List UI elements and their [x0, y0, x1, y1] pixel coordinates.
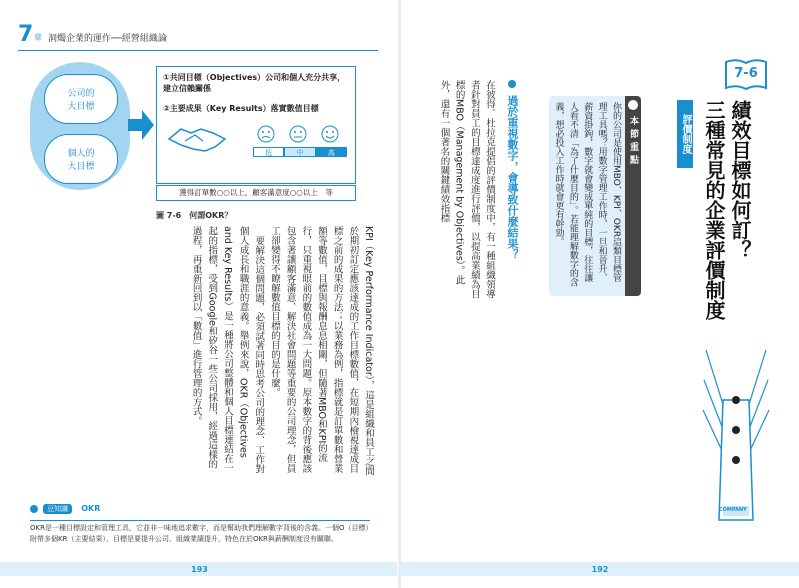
rating-low: 低: [253, 147, 284, 157]
chapter-label: 章: [34, 33, 42, 42]
handshake-icon: [167, 121, 227, 155]
okr-diagram: [30, 62, 360, 202]
key-point-box: [549, 96, 641, 296]
okr-line-2: ②主要成果（Key Results）落實數值目標: [163, 104, 319, 113]
figure-caption: 圖 7-6 何謂OKR？: [156, 211, 233, 220]
company-goal-bubble: [44, 74, 118, 124]
page-number-bar: [401, 562, 799, 576]
neutral-face-icon: [289, 125, 307, 143]
page-number: 193: [191, 564, 208, 574]
section-heading: [501, 80, 519, 310]
company-goal-label: 公司的 大目標: [67, 89, 95, 112]
right-page: [401, 0, 799, 588]
chapter-number: 7: [18, 22, 34, 47]
keyword-tag: 評價制度: [677, 100, 693, 168]
key-point-text: 你的公司是使用MBO、KPI、OKR這類目標管理工具嗎？用數字管理工作時，一旦和晉升、薪資掛鉤，數字就會變成單純的目標，往往讓人看不清「為了什麼目的」。若能理解數字的含義，想必投入工作時就會更有幹勁。: [553, 102, 621, 287]
illustration-label: COMPANY: [719, 507, 747, 513]
section-badge: 7-6: [734, 66, 758, 81]
metric-note: 獲得訂單數○○以上，顧客滿意度○○以上 等: [156, 185, 356, 201]
sad-face-icon: [257, 125, 275, 143]
glossary-text: OKR是一種目標設定和管理工具，它並非一味地追求數字，而是幫助我們理解數字背後的含義。一個O（目標）附帶多個KR（主要結果），目標是要提升公司、組織業績提升，特色在於OKR與薪酬制度沒有關聯。: [30, 520, 370, 545]
personal-goal-bubble: [44, 134, 118, 184]
key-point-tab: [625, 96, 641, 296]
lightbulb-icon: [628, 100, 638, 110]
right-body: 在彼得．杜拉克提倡的評價制度中，有一種組織領導者針對員工的目標達成度進行評價，以提高業績為目標的MBO（Management by Objectives）。此外，還有一個著名的關鍵績效指標: [438, 80, 495, 299]
chapter-title: 洞燭企業的運作──經營組織論: [48, 34, 167, 44]
section-title-2: 三種常見的企業評價制度: [702, 100, 726, 320]
left-body-paragraph-1: KPI（Key Performance Indicator），這是組織和員工之間於期初訂定應該達成的工作目標數值，在短期內檢視達成目標之前的成果的方法；以業務為例，指標就是訂單數和營業額等數值，目標與報酬息息相關，但隨著MBO和KPI的流行，只重視眼前的數值成為一大問題。原本數字的背後應該包含著讓顧客滿意、解決社會問題等重要的公司理念，但員工卻變得不瞭解數值目標的目的是什麼。: [268, 226, 374, 476]
glossary-box: [30, 498, 370, 550]
page-number: 192: [591, 564, 609, 574]
bulb-icon: [30, 505, 38, 513]
glossary-term: OKR: [81, 504, 101, 513]
okr-box: [156, 66, 356, 184]
heading-bullet-icon: [508, 80, 516, 88]
happy-face-icon: [321, 125, 339, 143]
section-badge-box: [724, 58, 768, 92]
left-body-paragraph-2: 要解決這個問題，必須試著同時思考公司的理念、工作對個人成長和職涯的意義。舉例來說，OKR（Objectives and Key Results）是一種將公司整體和個人目標連結在一起的指標，受到Google和矽谷一些公司採用，經過這樣的過程，再重新回到以「數值」進行管理的方式。: [190, 226, 265, 473]
rating-bar: [253, 147, 347, 157]
rating-mid: 中: [284, 147, 315, 157]
section-title-1: 績效目標如何訂？: [728, 100, 752, 260]
okr-line-1: ①共同目標（Objectives）公司和個人充分共享，建立信賴關係: [163, 73, 346, 93]
heading-text: 過於重視數字，會導致什麼結果？: [506, 94, 519, 260]
arrow-right-icon: [128, 110, 154, 140]
left-body: [80, 226, 376, 476]
personal-goal-label: 個人的 大目標: [67, 149, 95, 172]
key-point-label: 本節重點: [628, 116, 638, 168]
glossary-badge: 豆知識: [43, 504, 72, 514]
rating-high: 高: [316, 147, 347, 157]
chapter-header: [18, 22, 378, 51]
left-page: [0, 0, 399, 588]
page-number-bar: [0, 562, 399, 576]
